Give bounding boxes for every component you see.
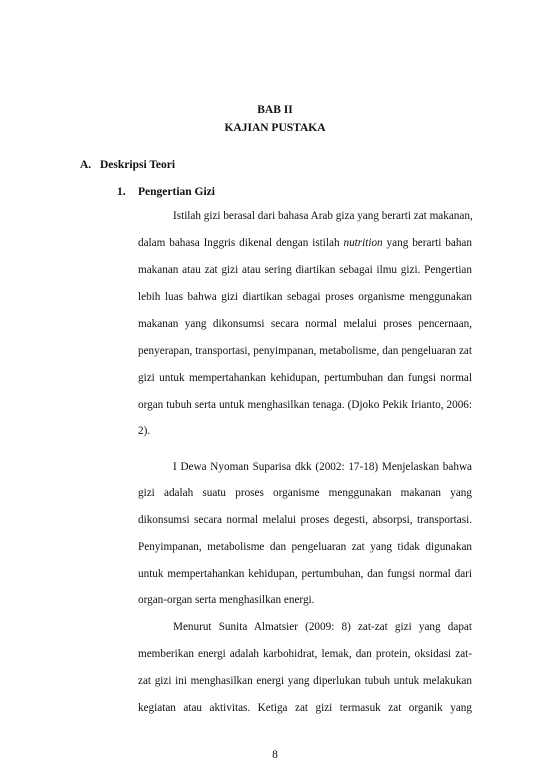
- paragraph-line: organ tubuh serta untuk menghasilkan tenaga. (Djoko Pekik Irianto, 2006:: [138, 399, 472, 411]
- italic-term: nutrition: [343, 237, 383, 249]
- paragraph-line: gizi untuk mempertahankan kehidupan, pertumbuhan dan fungsi normal: [138, 372, 472, 384]
- paragraph-line: kegiatan atau aktivitas. Ketiga zat gizi termasuk zat organik yang: [138, 702, 472, 714]
- chapter-title: KAJIAN PUSTAKA: [224, 122, 326, 134]
- chapter-number: BAB II: [257, 104, 293, 116]
- paragraph-line: penyerapan, transportasi, penyimpanan, metabolisme, dan pengeluaran zat: [138, 345, 472, 357]
- subsection-title: Pengertian Gizi: [138, 186, 215, 198]
- paragraph-line: Menurut Sunita Almatsier (2009: 8) zat-zat gizi yang dapat: [173, 621, 472, 633]
- page-number: 8: [272, 749, 278, 761]
- paragraph-line: Istilah gizi berasal dari bahasa Arab giza yang berarti zat makanan,: [173, 210, 473, 222]
- paragraph-line: Penyimpanan, metabolisme dan pengeluaran zat yang tidak digunakan: [138, 541, 472, 553]
- section-label: A.: [80, 159, 92, 171]
- paragraph-line: memberikan energi adalah karbohidrat, lemak, dan protein, oksidasi zat-: [138, 648, 472, 660]
- paragraph-line: organ-organ serta menghasilkan energi.: [138, 594, 315, 606]
- paragraph-line: dikonsumsi secara normal melalui proses degesti, absorpsi, transportasi.: [138, 514, 472, 526]
- paragraph-line: lebih luas bahwa gizi diartikan sebagai proses organisme menggunakan: [138, 291, 472, 303]
- paragraph-line: 2).: [138, 425, 151, 437]
- paragraph-line: makanan atau zat gizi atau sering diartikan sebagai ilmu gizi. Pengertian: [138, 264, 472, 276]
- paragraph-line: untuk mempertahankan kehidupan, pertumbuhan, dan fungsi normal dari: [138, 568, 472, 580]
- subsection-label: 1.: [117, 186, 126, 198]
- paragraph-line: zat gizi ini menghasilkan energi yang diperlukan tubuh untuk melakukan: [138, 675, 472, 687]
- section-title: Deskripsi Teori: [100, 159, 176, 171]
- paragraph-line: dalam bahasa Inggris dikenal dengan istilah nutrition yang berarti bahan: [138, 237, 472, 249]
- paragraph-line: I Dewa Nyoman Suparisa dkk (2002: 17-18) Menjelaskan bahwa: [173, 461, 472, 473]
- paragraph-line: gizi adalah suatu proses organisme menggunakan makanan yang: [138, 487, 472, 499]
- paragraph-line: makanan yang dikonsumsi secara normal melalui proses pencernaan,: [138, 318, 472, 330]
